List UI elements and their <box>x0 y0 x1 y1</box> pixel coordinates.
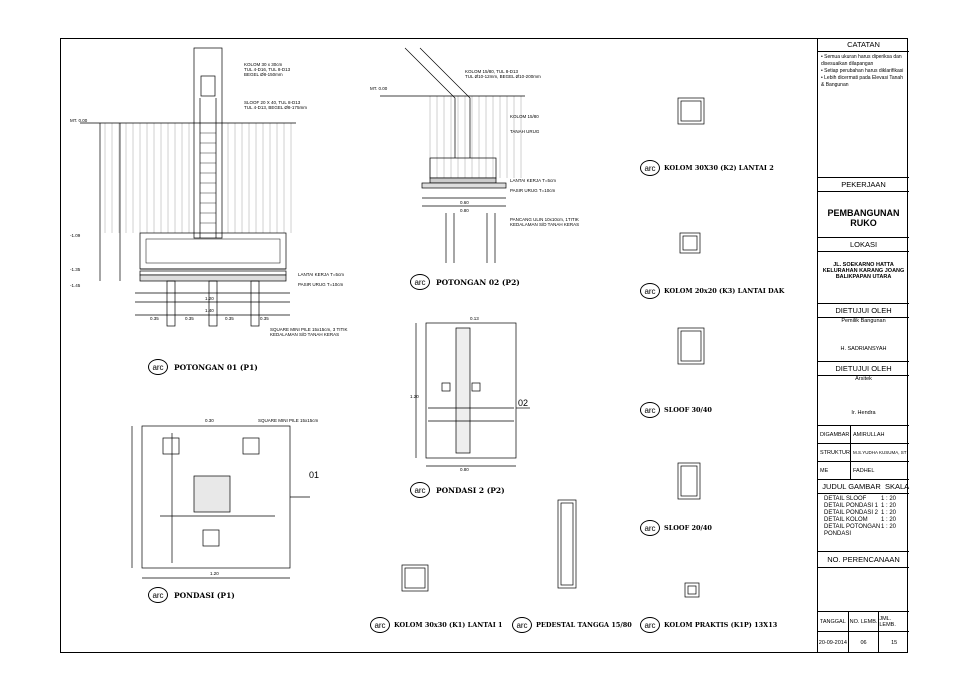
approval1-name: H. SADRIANSYAH <box>840 346 887 352</box>
label-ulin: PANCANG ULIN 10x10cm, 1TITIK <box>510 217 579 222</box>
project-name: PEMBANGUNAN RUKO <box>827 208 900 228</box>
sheet-no-value: 06 <box>849 632 880 653</box>
title-block-ped <box>512 617 632 633</box>
label-smp: SQUARE MINI PILE 15x15cm <box>258 418 319 423</box>
arc-logo: arc <box>640 160 660 176</box>
arc-logo: arc <box>370 617 390 633</box>
label-tu: TANAH URUG <box>510 129 540 134</box>
title-block-kp <box>640 617 777 633</box>
drawing-titles-label: JUDUL GAMBAR <box>822 482 881 491</box>
label-lk-p1: LANTAI KERJA T=5cm <box>298 272 344 277</box>
level-m109: -1.09 <box>70 233 81 238</box>
drawing-title: DETAIL PONDASI 1 <box>824 503 879 509</box>
staff-name: M.S.YUDHA KUSUMA, ST <box>853 450 907 455</box>
title-block-s2 <box>640 520 712 536</box>
drawing-scale: 1 : 20 <box>881 517 897 523</box>
note-item: • Lebih dicermati pada Elevasi Tanah & Bangunan <box>821 75 906 89</box>
drawing-titles-section <box>818 480 909 552</box>
dim-120-pf2: 1.20 <box>410 394 419 399</box>
label-kolom1: KOLOM 30 x 30cm <box>244 62 283 67</box>
approval1-section <box>818 304 909 362</box>
plan-no-section <box>818 552 909 612</box>
level-m135: -1.35 <box>70 267 81 272</box>
label-mt-p1: MT. 0.00 <box>70 118 88 123</box>
label-lk-p2: LANTAI KERJA T=5cm <box>510 178 556 183</box>
dim-080-p2: 0.80 <box>460 208 469 213</box>
sheet-info-values <box>818 632 909 653</box>
title-ped: PEDESTAL TANGGA 15/80 <box>536 621 632 629</box>
label-kolom2: KOLOM 15/80, TUL 8-D13 <box>465 69 519 74</box>
title-block <box>817 38 908 653</box>
dim-035-d: 0.35 <box>260 316 269 321</box>
plan-no-label: NO. PERENCANAAN <box>818 552 909 568</box>
drawing-title: PONDASI <box>824 531 852 537</box>
dim-035-b: 0.35 <box>185 316 194 321</box>
arc-logo: arc <box>512 617 532 633</box>
sheet-info-header <box>818 612 909 632</box>
label-kolom2c: KOLOM 15/80 <box>510 114 539 119</box>
drawing-scale: 1 : 20 <box>881 496 897 502</box>
label-pile2-p1: KEDALAMAN S/D TANAH KERAS <box>270 332 340 337</box>
date-header: TANGGAL <box>818 612 849 631</box>
notes-section <box>818 38 909 178</box>
title-s2: SLOOF 20/40 <box>664 524 712 532</box>
approval2-name: Ir. Hendra <box>851 410 876 416</box>
arc-logo: arc <box>410 482 430 498</box>
plan-p1 <box>132 426 310 578</box>
title-block-p1 <box>148 359 258 375</box>
scale-label: SKALA <box>885 482 910 491</box>
level-m145: -1.45 <box>70 283 81 288</box>
title-p1: POTONGAN 01 (P1) <box>174 362 258 372</box>
drawing-scale: 1 : 20 <box>881 524 897 530</box>
label-kolom2b: TUL Ø10-12mm, BEGEL Ø10-200mm <box>465 74 541 79</box>
sheet-count-header: JML. LEMB. <box>879 615 896 628</box>
title-block-k1 <box>370 617 503 633</box>
note-item: • Semua ukuran harus diperiksa dan disesuaikan dilapangan <box>821 54 906 68</box>
arc-logo: arc <box>148 359 168 375</box>
staff-role: ME <box>818 462 851 479</box>
title-block-pf2 <box>410 482 505 498</box>
label-pile-p1: SQUARE MINI PILE 15x15cm, 3 TITIK <box>270 327 348 332</box>
title-kp: KOLOM PRAKTIS (K1P) 13X13 <box>664 621 778 629</box>
note-item: • Setiap perubahan harus diklarifikasi <box>821 68 906 75</box>
title-pf2: PONDASI 2 (P2) <box>436 485 505 495</box>
dim-120-p1: 1.20 <box>205 296 214 301</box>
drawing-title: DETAIL PONDASI 2 <box>824 510 879 516</box>
drawing-title: DETAIL SLOOF <box>824 496 867 502</box>
drawing-scale: 1 : 20 <box>881 510 897 516</box>
dim-060-p2: 0.60 <box>460 200 469 205</box>
staff-row <box>818 426 909 444</box>
drawing-title: DETAIL POTONGAN <box>824 524 881 530</box>
project-section <box>818 178 909 238</box>
level-013: 0.13 <box>470 316 479 321</box>
dim-140-p1: 1.40 <box>205 308 214 313</box>
title-pf1: PONDASI (P1) <box>174 590 235 600</box>
approval2-role: Arsitek <box>855 376 872 382</box>
drawing-list <box>818 494 909 540</box>
dim-035-a: 0.35 <box>150 316 159 321</box>
location-line3: BALIKPAPAN UTARA <box>835 274 892 280</box>
notes-list <box>818 52 909 91</box>
staff-row <box>818 444 909 462</box>
approval2-label: DIETUJUI OLEH <box>818 362 909 376</box>
sheet-count-value: 15 <box>891 639 898 646</box>
project-label: PEKERJAAN <box>818 178 909 192</box>
dim-080-pf2: 0.80 <box>460 467 469 472</box>
approval2-section <box>818 362 909 426</box>
location-line1: JL. SOEKARNO HATTA <box>833 262 894 268</box>
label-kolom1c: BEGEL Ø8-150mm <box>244 72 283 77</box>
drawing-area <box>60 38 817 653</box>
label-sloof1: SLOOF 20 X 40, TUL 8-D13 <box>244 100 301 105</box>
cut-01: 01 <box>309 470 320 480</box>
staff-name: FADHEL <box>853 467 875 474</box>
date-value: 20-09-2014 <box>818 632 849 653</box>
title-p2: POTONGAN 02 (P2) <box>436 277 520 287</box>
label-kolom1b: TUL 4-D16, TUL 8-D13 <box>244 67 291 72</box>
section-p1 <box>80 48 296 326</box>
label-ulin2: KEDALAMAN S/D TANAH KERAS <box>510 222 580 227</box>
title-block-pf1 <box>148 587 235 603</box>
arc-logo: arc <box>640 283 660 299</box>
section-p2 <box>380 48 525 263</box>
staff-role: STRUKTUR <box>818 444 851 461</box>
title-block-k2 <box>640 160 774 176</box>
cut-02: 02 <box>518 398 529 408</box>
title-block-p2 <box>410 274 520 290</box>
location-label: LOKASI <box>818 238 909 252</box>
title-s1: SLOOF 30/40 <box>664 406 712 414</box>
plan-p2 <box>416 323 530 466</box>
label-pu-p1: PASIR URUG T=10cm <box>298 282 344 287</box>
location-section <box>818 238 909 304</box>
title-k2: KOLOM 30X30 (K2) LANTAI 2 <box>664 164 774 172</box>
sheet-no-header: NO. LEMB. <box>849 612 880 631</box>
drawing-title: DETAIL KOLOM <box>824 517 868 523</box>
arc-logo: arc <box>640 402 660 418</box>
approval1-label: DIETUJUI OLEH <box>818 304 909 318</box>
arc-logo: arc <box>640 617 660 633</box>
staff-role: DIGAMBAR <box>818 426 851 443</box>
title-block-s1 <box>640 402 712 418</box>
label-pu-p2: PASIR URUG T=10cm <box>510 188 556 193</box>
notes-title: CATATAN <box>818 38 909 52</box>
location-line2: KELURAHAN KARANG JOANG <box>822 268 905 274</box>
drawing-scale: 1 : 20 <box>881 503 897 509</box>
label-sloof1b: TUL 4-D13, BEGEL Ø8-175mm <box>244 105 307 110</box>
arc-logo: arc <box>640 520 660 536</box>
arc-logo: arc <box>148 587 168 603</box>
dim-120-plan: 1.20 <box>210 571 219 576</box>
title-k3: KOLOM 20x20 (K3) LANTAI DAK <box>664 287 785 295</box>
approval1-role: Pemilik Bangunan <box>841 318 886 324</box>
dim-035-c: 0.35 <box>225 316 234 321</box>
title-block-k3 <box>640 283 784 299</box>
label-mt-p2: MT. 0.00 <box>370 86 388 91</box>
arc-logo: arc <box>410 274 430 290</box>
title-k1: KOLOM 30x30 (K1) LANTAI 1 <box>394 621 503 629</box>
staff-name: AMIRULLAH <box>853 431 885 438</box>
dim-030-plan: 0.30 <box>205 418 214 423</box>
staff-row <box>818 462 909 480</box>
